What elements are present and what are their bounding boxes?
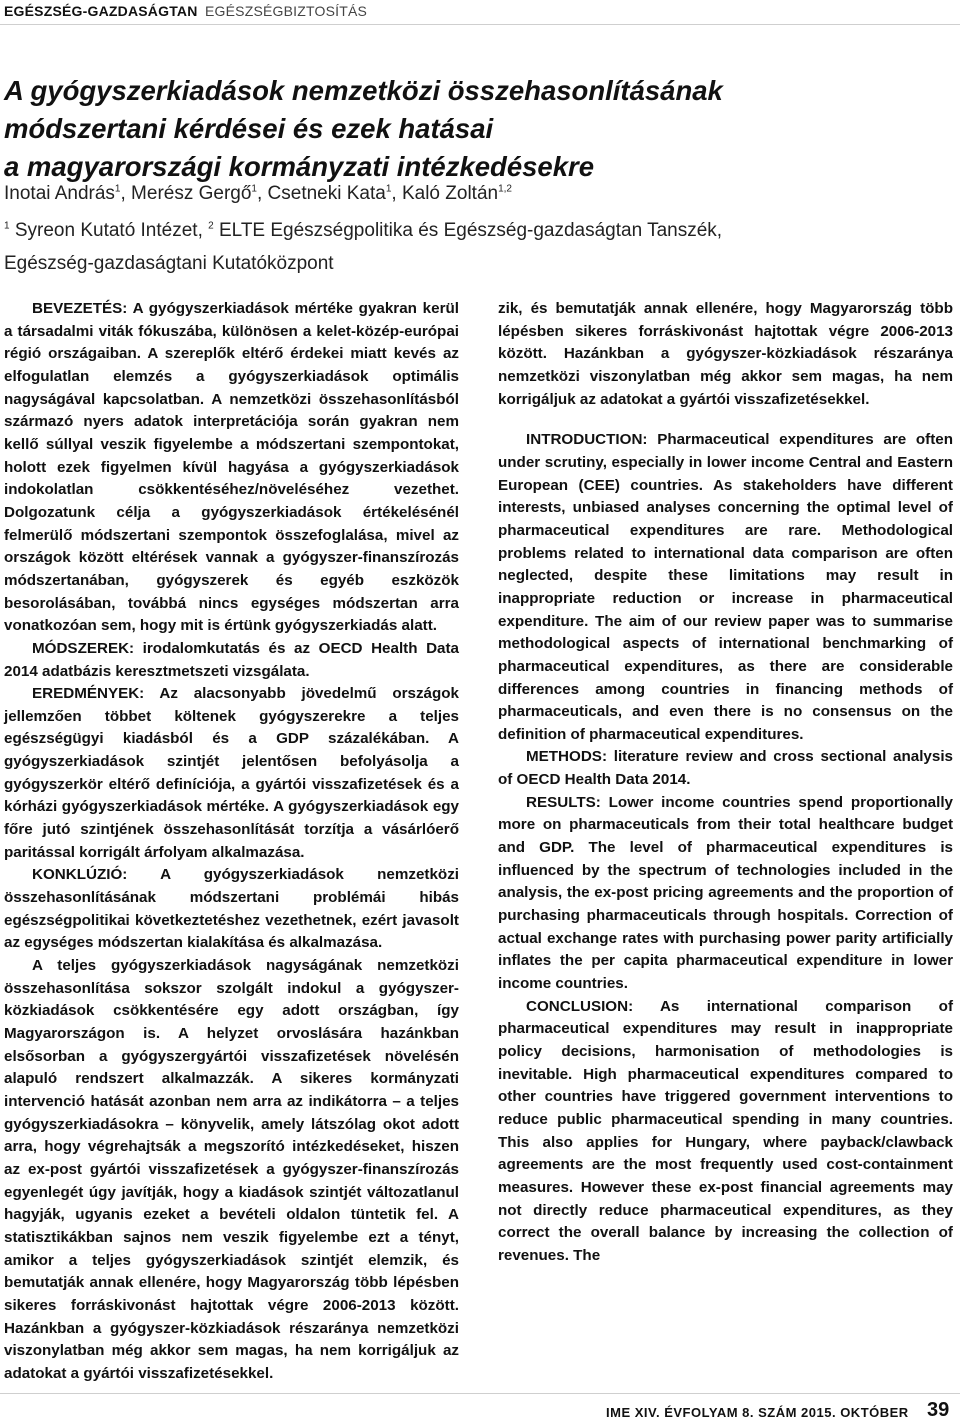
results-text-en: Lower income countries spend proportionally more on pharmaceuticals from their total healthcare budget and GDP. The level of pharmaceutical expenditures is influenced by the spectrum of technologies included in the analysis, the ex-post pricing agreements and the proportion of purchasing pharmaceuticals through hospitals. Correction of actual exchange rates with purchasing power parity artificially inflates the per capita pharmaceutical expenditure in lower income countries. (498, 793, 953, 993)
page-number: 39 (927, 1399, 950, 1421)
author-name: Merész Gergő (131, 183, 252, 204)
journal-issue: IME XIV. ÉVFOLYAM 8. SZÁM 2015. OKTÓBER (606, 1405, 909, 1420)
title-line: A gyógyszerkiadások nemzetközi összehasonlításának (4, 75, 723, 106)
methods-label-en: METHODS: (526, 748, 607, 766)
conclusion-label-en: CONCLUSION: (526, 997, 634, 1015)
author-name: Kaló Zoltán (401, 183, 499, 204)
affiliation-mark: 1 (4, 220, 10, 232)
methods-text-en: literature review and cross sectional analysis of OECD Health Data 2014. (498, 748, 953, 789)
abstract-results-en (498, 792, 953, 996)
section-label-primary: EGÉSZSÉG-GAZDASÁGTAN (4, 3, 198, 19)
intro-text-en: Pharmaceutical expenditures are often under scrutiny, especially in lower income Central and Eastern European (CEE) countries. As stakeholders have different interests, unbiased analyses concerning the optimal level of pharmaceutical expenditures are rare. Methodological problems related to international data comparison are often neglected, despite these limitations may result in inappropriate reduction or increase in pharmaceutical expenditure. The aim of our review paper was to summarise methodological aspects of international benchmarking of pharmaceutical expenditures, as there are considerable differences among countries in financing methods of pharmaceuticals, and even there is no consensus on the definition of pharmaceutical expenditures. (498, 431, 953, 743)
author-affiliation-mark: 1 (251, 183, 257, 195)
results-text: Az alacsonyabb jövedelmű országok jellemzően többet költenek gyógyszerekre a teljes egészségügyi kiadásból és a GDP százalékában. A gyógyszerkiadások szintjét jelentősen befolyásolja a gyógyszerkör eltérő definíciója, a gyártói visszafizetések és a kórházi gyógyszerkiadások mértéke. A gyógyszerkiadások egy főre jutó szintjének összehasonlítását torzítja a vásárlóerő paritással korrigált árfolyam alkalmazása. (4, 685, 459, 861)
affiliation-2: ELTE Egészségpolitika és Egészség-gazdaságtan Tanszék, (218, 220, 723, 241)
abstract-english (498, 298, 953, 1268)
affiliations (4, 220, 954, 242)
abstract-conclusion-en (498, 996, 953, 1268)
abstract-hungarian (4, 298, 459, 1386)
conclusion-label: KONKLÚZIÓ: (32, 866, 128, 884)
intro-text: A gyógyszerkiadások mértéke gyakran kerül a társadalmi viták fókuszába, különösen a kelet-közép-európai régió országaiban. A szereplők eltérő érdekei miatt kevés az elfogulatlan elemzés a gyógyszerkiadások optimális nagyságával kapcsolatban. A nemzetközi összehasonlításból származó nyers adatok interpretációja során gyakran nem kellő súllyal veszik figyelembe a módszertani szempontokat, holott ezek figyelmen kívül hagyása a gyógyszerkiadások indokolatlan csökkentéséhez/növeléséhez vezethet. Dolgozatunk célja a gyógyszerkiadások értékelésénél felmerülő módszertani szempontok összefoglalása, mivel az országok között eltérések vannak a gyógyszer-finanszírozás módszertanában, gyógyszerek és egyéb eszközök besorolásában, továbbá nincs egységes módszertan arra vonatkozóan sem, hogy mit is értünk gyógyszerkiadás alatt. (4, 300, 459, 635)
conclusion-text: A gyógyszerkiadások nemzetközi összehasonlításának módszertani problémái hibás egészségpolitikai következtetéshez vezethetnek, ezért javasolt az egységes módszertan kialakítása és alkalmazása. (4, 866, 460, 952)
methods-text: irodalomkutatás és az OECD Health Data 2014 adatbázis keresztmetszeti vizsgálata. (4, 639, 459, 680)
abstract-conclusion (4, 864, 459, 955)
title-line: módszertani kérdései és ezek hatásai (4, 113, 494, 144)
abstract-methods (4, 638, 459, 683)
author-name: Inotai András (4, 183, 115, 204)
abstract-intro (4, 298, 459, 638)
author-affiliation-mark: 1 (114, 183, 121, 195)
footer-rule (0, 1393, 960, 1394)
results-label: EREDMÉNYEK: (32, 685, 145, 703)
results-label-en: RESULTS: (526, 793, 601, 811)
abstract-results (4, 683, 459, 864)
running-header (0, 0, 960, 25)
section-label-secondary: EGÉSZSÉGBIZTOSÍTÁS (205, 3, 368, 19)
affiliation-mark: 2 (208, 220, 214, 232)
intro-label: BEVEZETÉS: (32, 300, 128, 317)
affiliation-2-continued: Egészség-gazdaságtani Kutatóközpont (4, 253, 334, 274)
abstract-closing-continued: zik, és bemutatják annak ellenére, hogy Magyarország több lépésben sikeres forráskivonást hajtottak végre 2006-2013 között. Hazánkban a gyógyszer-közkiadások részaránya nemzetközi viszonylatban még akkor sem magas, ha nem korrigáljuk az adatokat a gyártói visszafizetésekkel. (498, 300, 953, 408)
affiliation-1: Syreon Kutató Intézet, (14, 220, 203, 241)
abstract-closing: A teljes gyógyszerkiadások nagyságának nemzetközi összehasonlítása sokszor szolgált indokul a gyógyszer-közkiadások csökkentésére egy adott országban, így Magyarországon is. A helyzet orvoslására hazánkban elsősorban a gyógyszergyártói visszafizetések növelésén alapuló rendszert alkalmazzák. A sikeres kormányzati intervenció hatását azonban nem arra az indikátorra – a teljes gyógyszerkiadásokra – könyvelik, amely látszólag okot adott arra, hogy végrehajtsák a megszorító intézkedéseket, hiszen az ex-post gyártói visszafizetések a gyógyszer-finanszírozás egyenlegét úgy javítják, hogy a kiadások szintjét változatlanul hagyják, ugyanis ezeket a bevételi oldalon tüntetik fel. A statisztikákban sajnos nem veszik figyelembe ezt a tényt, amikor a teljes gyógyszerkiadások szintjét elemzik, és bemutatják annak ellenére, hogy Magyarország több lépésben sikeres forráskivonást hajtottak végre 2006-2013 között. Hazánkban a gyógyszer-közkiadások részaránya nemzetközi viszonylatban még akkor sem magas, ha nem korrigáljuk az adatokat a gyártói visszafizetésekkel. (4, 957, 459, 1382)
methods-label: MÓDSZEREK: (32, 639, 135, 657)
author-name: Csetneki Kata (267, 183, 386, 204)
intro-label-en: INTRODUCTION: (526, 431, 648, 449)
author-affiliation-mark: 1,2 (498, 183, 512, 195)
author-affiliation-mark: 1 (385, 183, 392, 195)
abstract-intro-en (498, 429, 953, 746)
author-list: Inotai András$^1$, Merész Gergő$^1$, Csetneki Kata$^1$, Kaló Zoltán$^{1,2}$ (4, 183, 512, 204)
title-line: a magyarországi kormányzati intézkedésekre (4, 151, 595, 182)
paragraph-gap (498, 411, 953, 429)
abstract-methods-en (498, 746, 953, 791)
article-title (4, 72, 944, 186)
conclusion-text-en: As international comparison of pharmaceutical expenditures may result in inappropriate policy decisions, harmonisation of methodologies is inevitable. High pharmaceutical expenditures compared to other countries have triggered government interventions to reduce public pharmaceutical spending in many countries. This also applies for Hungary, where payback/clawback agreements are the most frequently used cost-containment measures. However these ex-post financial agreements may not directly reduce pharmaceutical expenditures, as they correct the overall balance by increasing the collection of revenues. The (498, 997, 953, 1264)
